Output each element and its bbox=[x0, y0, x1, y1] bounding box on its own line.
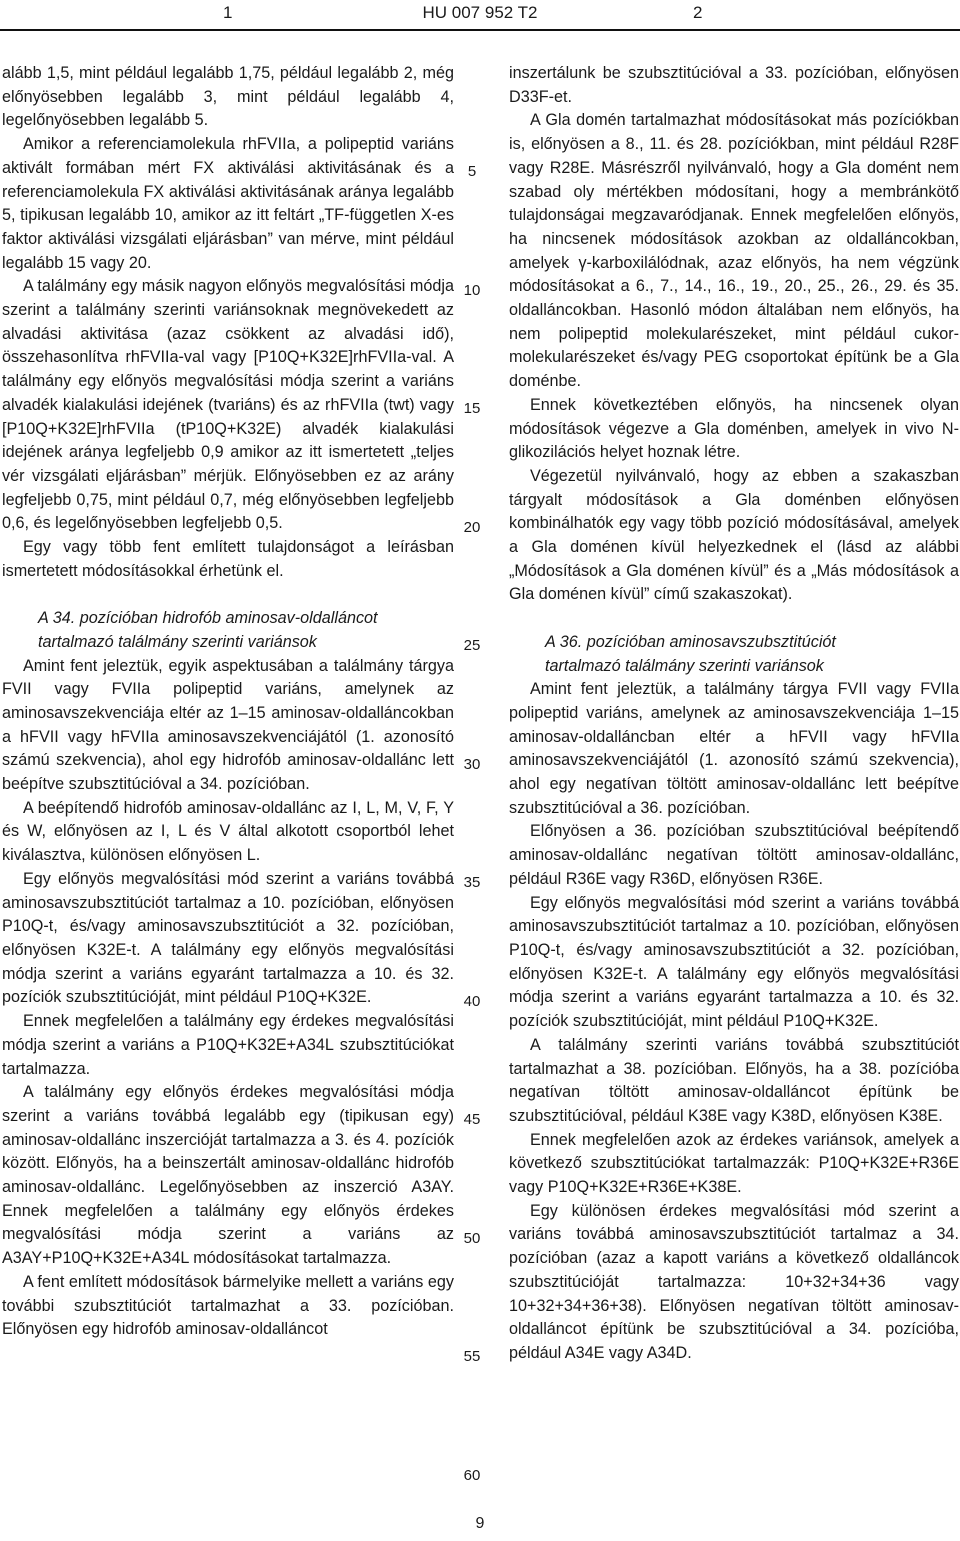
paragraph: A beépítendő hidrofób aminosav-oldallánc az I, L, M, V, F, Y és W, előnyösen az I, L és V által alkotott csoportból lehet kiválasztva, különösen előnyösen L. bbox=[2, 798, 454, 865]
paragraph: Amint fent jeleztük, a találmány tárgya FVII vagy FVIIa polipeptid variáns, amelynek az aminosavszekvenciája 1–15 aminosav-oldalláncban eltér a hFVII vagy hFVIIa aminosavszekvenciájától (1. azonosító számú szekvencia), ahol egy negatívan töltött aminosav-oldallánc lett beépítve szubsztitúcióval a 36. pozícióban. bbox=[509, 680, 959, 817]
header-page-right: 2 bbox=[693, 3, 703, 22]
paragraph: Amint fent jeleztük, egyik aspektusában a találmány tárgya FVII vagy FVIIa polipeptid variáns, amelynek az aminosavszekvenciája eltér az 1–15 aminosav-oldalláncokban a hFVII vagy hFVIIa aminosavszekvenciájától (1. azonosító számú szekvencia), ahol egy hidrofób aminosav-oldallánc lett beépítve szubsztitúcióval a 34. pozícióban. bbox=[2, 656, 454, 794]
section-heading: A 36. pozícióban aminosavszubsztitúciót bbox=[545, 632, 836, 651]
line-number: 20 bbox=[463, 518, 481, 536]
line-number: 35 bbox=[463, 874, 481, 891]
header-rule bbox=[0, 29, 960, 31]
paragraph: Végezetül nyilvánvaló, hogy az ebben a szakaszban tárgyalt módosítások a Gla doménben előnyösen kombinálhatók egy vagy több pozíció módosításával, amelyek a Gla doménen kívül helyezkednek el (lásd az alábbi „Módosítások a Gla doménen kívül” és a „Más módosítások a Gla doménen kívül” című szakaszokat). bbox=[509, 466, 959, 604]
paragraph: Ennek következtében előnyös, ha nincsenek olyan módosítások végezve a Gla doménben, amelyek in vivo N-glikozilációs helyet hoznak létre. bbox=[509, 395, 959, 462]
paragraph: Egy különösen érdekes megvalósítási mód szerint a variáns továbbá aminosavszubsztitúciót tartalmaz a 34. pozícióban (azaz a kapott variáns a következő oldalláncok szubsztitúcióját tartalmazza: 10+32+34+36 vagy 10+32+34+36+38). Előnyösen negatívan töltött aminosav-oldalláncot építünk be szubsztitúcióval a 34. pozícióba, például A34E vagy A34D. bbox=[509, 1201, 959, 1362]
paragraph: Egy előnyös megvalósítási mód szerint a variáns továbbá aminosavszubsztitúciót tartalmaz a 10. pozícióban, előnyösen P10Q-t, és/vagy aminosavszubsztitúciót a 32. pozícióban, előnyösen K32E-t. A találmány egy előnyös megvalósítási módja szerint a variáns egyaránt tartalmazza a 10. és 32. pozíciók szubsztitúcióját, mint például P10Q+K32E. bbox=[2, 869, 454, 1007]
line-number: 15 bbox=[463, 400, 481, 417]
header-doc-number: HU 007 952 T2 bbox=[422, 3, 538, 22]
paragraph: Ennek megfelelően azok az érdekes variánsok, amelyek a következő szubsztitúciókat tartalmazzák: P10Q+K32E+R36E vagy P10Q+K32E+R36E+K38E. bbox=[509, 1130, 959, 1197]
line-number: 5 bbox=[467, 163, 477, 180]
header-page-left: 1 bbox=[223, 3, 233, 22]
line-number: 30 bbox=[463, 755, 481, 773]
paragraph: Előnyösen a 36. pozícióban szubsztitúcióval beépítendő aminosav-oldallánc negatívan töltött aminosav-oldallánc, például R36E vagy R36D, előnyösen R36E. bbox=[509, 822, 959, 888]
line-number: 45 bbox=[463, 1111, 481, 1128]
paragraph: A találmány egy másik nagyon előnyös megvalósítási módja szerint a találmány szerinti variánsoknak megnövekedett az alvadási aktivitása (azaz csökkent az alvadási idő), összehasonlítva rhFVIIa-val vagy [P10Q+K32E]rhFVIIa-val. A találmány egy előnyös megvalósítási módja szerint a variáns alvadék kialakulási idejének (tvariáns) és az rhFVIIa (twt) vagy [P10Q+K32E]rhFVIIa (tP10Q+K32E) alvadék kialakulási idejének aránya legfeljebb 0,9 amikor az itt ismertetett „teljes vér vizsgálati eljárásban” mérjük. Előnyösebben ez az arány legfeljebb 0,75, mint például 0,7, még előnyösebben legfeljebb 0,6, és legelőnyösebben legfeljebb 0,5. bbox=[2, 277, 454, 533]
left-column bbox=[2, 62, 454, 1342]
line-number: 25 bbox=[463, 637, 481, 654]
paragraph: A Gla domén tartalmazhat módosításokat más pozíciókban is, előnyösen a 8., 11. és 28. pozíciókban, mint például R28F vagy R28E. Másrészről nyilvánvaló, hogy a Gla domént nem szabad oly mértékben módosítani, hogy a membránkötő tulajdonságai megzavaródjanak. Ennek megfelelően előnyös, ha nincsenek módosítások azokban az oldalláncokban, amelyek γ-karboxilálódnak, azaz előnyös, ha nem végzünk módosításokat a 6., 7., 14., 16., 19., 20., 25., 26., 29. és 35. oldalláncokban. Hasonló módon általában nem előnyös, ha nem polipeptid molekularészeket, mint például cukor-molekularészeket és/vagy PEG csoportokat építünk be a Gla doménbe. bbox=[509, 111, 959, 391]
paragraph: Amikor a referenciamolekula rhFVIIa, a polipeptid variáns aktivált formában mért FX aktiválási aktivitásának és a referenciamolekula FX aktiválási aktivitásának aránya legalább 5, tipikusan legalább 10, amikor az itt feltárt „TF-független X-es faktor aktiválási vizsgálati eljárásban” van mérve, mint például legalább 15 vagy 20. bbox=[2, 135, 454, 272]
section-heading: tartalmazó találmány szerinti variánsok bbox=[545, 656, 824, 675]
paragraph: Egy vagy több fent említett tulajdonságot a leírásban ismertetett módosításokkal érhetünk el. bbox=[2, 538, 454, 580]
line-number: 10 bbox=[463, 281, 481, 299]
line-number: 40 bbox=[463, 992, 481, 1010]
paragraph: A fent említett módosítások bármelyike mellett a variáns egy további szubsztitúciót tartalmazhat a 33. pozícióban. Előnyösen egy hidrofób aminosav-oldalláncot bbox=[2, 1272, 454, 1339]
paragraph: inszertálunk be szubsztitúcióval a 33. pozícióban, előnyösen D33F-et. bbox=[509, 64, 959, 106]
line-number: 55 bbox=[463, 1348, 481, 1365]
line-number: 60 bbox=[463, 1466, 481, 1484]
right-column bbox=[509, 62, 959, 1366]
section-gap bbox=[509, 607, 959, 631]
paragraph: Ennek megfelelően a találmány egy érdekes megvalósítási módja szerint a variáns a P10Q+K32E+A34L szubsztitúciókat tartalmazza. bbox=[2, 1012, 454, 1078]
section-heading: A 34. pozícióban hidrofób aminosav-oldalláncot bbox=[38, 609, 378, 628]
paragraph: A találmány szerinti variáns továbbá szubsztitúciót tartalmazhat a 38. pozícióban. Előnyös, ha a 38. pozícióba negatívan töltött aminosav-oldalláncot építünk be szubsztitúcióval, például K38E vagy K38D, előnyösen K38E. bbox=[509, 1035, 959, 1125]
line-number: 50 bbox=[463, 1229, 481, 1247]
paragraph: alább 1,5, mint például legalább 1,75, például legalább 2, még előnyösebben legalább 3, mint például legalább 4, legelőnyösebben legalább 5. bbox=[2, 64, 454, 130]
paragraph: A találmány egy előnyös érdekes megvalósítási módja szerint a variáns továbbá legalább egy (tipikusan egy) aminosav-oldallánc inszercióját tartalmazza a 3. és 4. pozíciók között. Előnyös, ha a beinszertált aminosav-oldallánc hidrofób aminosav-oldallánc. Legelőnyösebben az inszerció A3AY. Ennek megfelelően a találmány egy előnyös érdekes megvalósítási módja szerint a variáns az A3AY+P10Q+K32E+A34L módosításokat tartalmazza. bbox=[2, 1083, 454, 1268]
section-gap bbox=[2, 583, 454, 607]
section-heading: tartalmazó találmány szerinti variánsok bbox=[38, 632, 317, 651]
paragraph: Egy előnyös megvalósítási mód szerint a variáns továbbá aminosavszubsztitúciót tartalmaz a 10. pozícióban, előnyösen P10Q-t, és/vagy aminosavszubsztitúciót a 32. pozícióban, előnyösen K32E-t. A találmány egy előnyös megvalósítási módja szerint a variáns egyaránt tartalmazza a 10. és 32. pozíciók szubsztitúcióját, mint például P10Q+K32E. bbox=[509, 893, 959, 1031]
page-number: 9 bbox=[475, 1515, 485, 1532]
